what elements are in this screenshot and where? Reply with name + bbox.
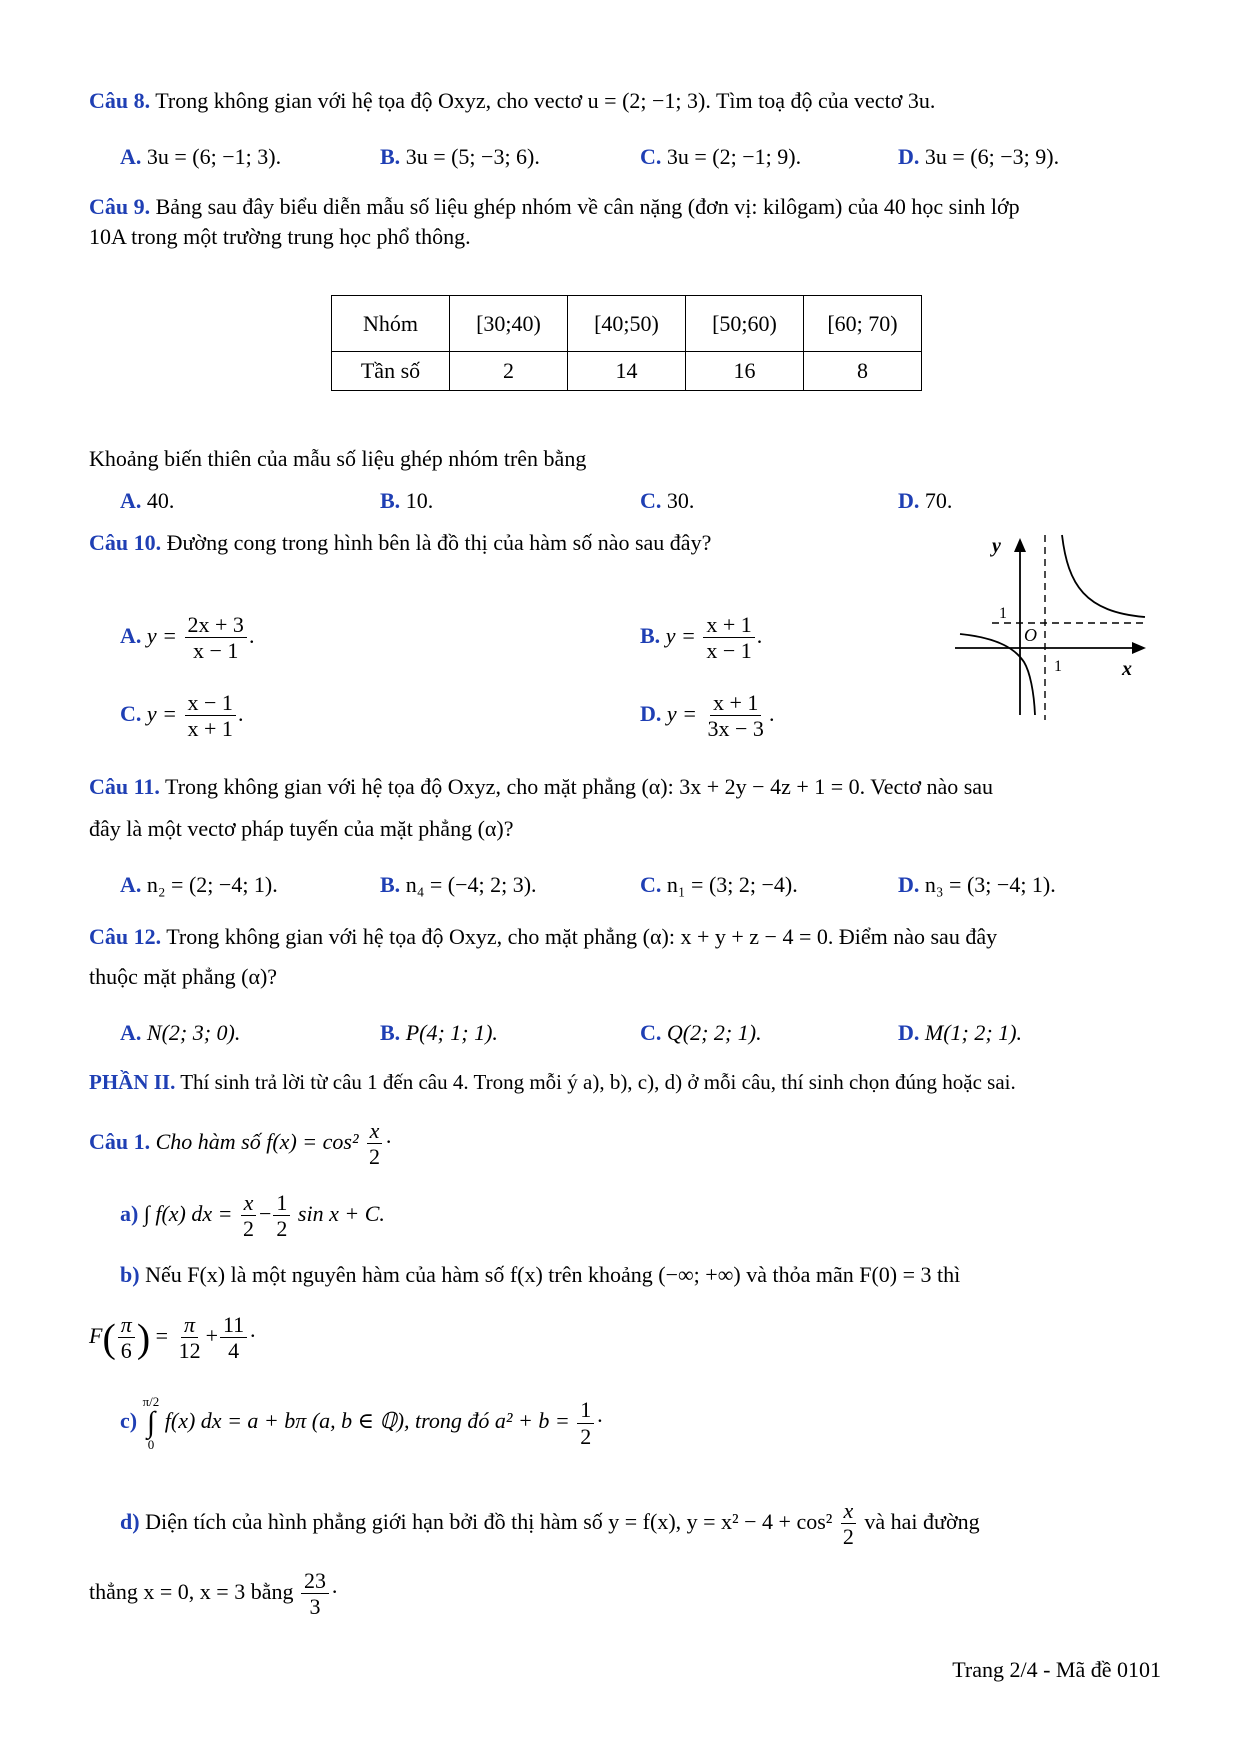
q10-option-d-fraction [705,690,767,742]
q11-stem-line2: đây là một vectơ pháp tuyến của mặt phẳng (α)? [89,816,514,841]
q8-option-b-text: 3u = (5; −3; 6). [405,144,540,169]
y-axis-arrow [1014,538,1026,552]
table-cell: [40;50) [568,296,686,352]
q10-function-graph [950,530,1150,730]
table-cell: 16 [686,352,804,391]
q9-label: Câu 9. [89,194,151,219]
q12-option-d-letter: D. [898,1020,920,1045]
table-row [332,296,922,352]
integral-with-bounds [143,1395,160,1451]
p2q1-stem-fraction [366,1118,383,1170]
numerator: x + 1 [710,690,761,716]
table-cell: [60; 70) [804,296,922,352]
q10-option-d[interactable]: D. y = $\frac{x + 1}{3x - 3}$ . [640,690,775,742]
q12-option-b[interactable] [380,1020,498,1046]
q11-label: Câu 11. [89,774,160,799]
q8-option-d-text: 3u = (6; −3; 9). [924,144,1060,169]
q10-option-a-letter: A. [120,622,142,648]
q10-label: Câu 10. [89,530,162,555]
q12-option-a-text: N(2; 3; 0). [146,1020,241,1045]
denominator: 3 [309,1594,321,1620]
integral-sign: ∫ [146,1406,156,1439]
numerator: x − 1 [185,690,236,716]
q11-stem-line1 [89,774,993,800]
q10-option-b-lhs: y = [665,622,696,648]
q10-option-d-letter: D. [640,700,662,726]
q10-stem: Đường cong trong hình bên là đồ thị của hàm số nào sau đây? [166,530,712,555]
q10-option-b[interactable]: B. y = $\frac{x + 1}{x - 1}$ . [640,612,763,664]
q11-stem-text1: Trong không gian với hệ tọa độ Oxyz, cho mặt phẳng (α): 3x + 2y − 4z + 1 = 0. Vectơ nào sau [165,774,994,799]
table-cell: Nhóm [332,296,450,352]
q12-stem-text1: Trong không gian với hệ tọa độ Oxyz, cho mặt phẳng (α): x + y + z − 4 = 0. Điểm nào sau đây [166,924,998,949]
q12-stem-line2: thuộc mặt phẳng (α)? [89,964,278,989]
q12-option-b-letter: B. [380,1020,401,1045]
denominator: x + 1 [187,716,233,742]
q10-option-a-lhs: y = [146,622,178,648]
p2q1-label: Câu 1. [89,1128,151,1154]
denominator: 2 [243,1216,254,1242]
q8-option-b-letter: B. [380,144,401,169]
q12-option-c-text: Q(2; 2; 1). [666,1020,762,1045]
curve-right-branch [1062,535,1145,617]
q10-option-a-fraction [185,612,247,664]
numerator: π [181,1312,198,1338]
q11-option-c-text: n₁ = (3; 2; −4). [666,872,798,897]
statement-b-label: b) [120,1262,140,1287]
q12-label: Câu 12. [89,924,162,949]
q9-question: Khoảng biến thiên của mẫu số liệu ghép nhóm trên bằng [89,446,587,471]
q9-option-a-letter: A. [120,488,142,513]
table-cell: 14 [568,352,686,391]
q10-stem-line [89,530,711,556]
q10-option-c-lhs: y = [146,700,178,726]
statement-b-text: Nếu F(x) là một nguyên hàm của hàm số f(x) trên khoảng (−∞; +∞) và thỏa mãn F(0) = 3 thì [145,1262,961,1287]
numerator: 23 [301,1568,329,1594]
table-row [332,352,922,391]
table-cell: 2 [450,352,568,391]
q8-stem-line [89,88,935,114]
numerator: 1 [577,1397,594,1423]
denominator: 6 [120,1338,132,1364]
part2-instructions: Thí sinh trả lời từ câu 1 đến câu 4. Trong mỗi ý a), b), c), d) ở mỗi câu, thí sinh chọn đúng hoặc sai. [180,1070,1016,1094]
page-footer: Trang 2/4 - Mã đề 0101 [952,1657,1161,1682]
q12-option-a-letter: A. [120,1020,142,1045]
statement-b-lhs: F [89,1322,103,1348]
x-axis-label: x [1122,658,1132,680]
q9-option-d[interactable] [898,488,952,514]
q11-option-d[interactable] [898,872,1056,898]
q11-option-a[interactable] [120,872,278,898]
q11-option-d-letter: D. [898,872,920,897]
statement-d-label: d) [120,1508,140,1534]
table-cell: [50;60) [686,296,804,352]
denominator: 2 [580,1423,592,1449]
part2-title: PHẦN II. [89,1070,176,1094]
curve-left-branch [960,634,1035,715]
statement-d-tail: và hai đường [864,1508,980,1534]
statement-d-text: Diện tích của hình phẳng giới hạn bởi đồ thị hàm số y = f(x), y = x² − 4 + cos² [145,1508,833,1534]
q9-option-d-text: 70. [924,488,953,513]
denominator: 2 [276,1216,288,1242]
y-tick-label: 1 [999,605,1007,622]
q11-option-b-letter: B. [380,872,401,897]
q9-stem-text1: Bảng sau đây biểu diễn mẫu số liệu ghép nhóm về cân nặng (đơn vị: kilôgam) của 40 học sinh lớp [155,194,1020,219]
numerator: 11 [220,1312,247,1338]
statement-a-label: a) [120,1200,139,1226]
q10-option-d-lhs: y = [666,700,698,726]
origin-label: O [1024,625,1037,645]
statement-c-text: f(x) dx = a + bπ (a, b ∈ ℚ), trong đó a² + b = [164,1408,570,1434]
statement-b-plus: + [205,1322,218,1348]
q8-option-c-text: 3u = (2; −1; 9). [666,144,802,169]
numerator: 1 [273,1190,290,1216]
q8-option-c[interactable] [640,144,801,170]
q10-option-b-fraction [703,612,754,664]
p2q1-statement-a[interactable] [120,1190,385,1242]
q11-option-c[interactable] [640,872,798,898]
statement-d-text2: thẳng x = 0, x = 3 bằng [89,1578,294,1604]
numerator: x [367,1118,383,1144]
statement-d-fraction [840,1498,857,1550]
upper-bound: π/2 [142,1394,160,1409]
q9-option-d-letter: D. [898,488,920,513]
numerator: 2x + 3 [185,612,247,638]
q10-option-c-letter: C. [120,700,142,726]
q8-option-b[interactable] [380,144,540,170]
statement-a-rest: sin x + C. [297,1200,385,1226]
q8-option-c-letter: C. [640,144,662,169]
denominator: 2 [369,1144,381,1170]
statement-c-fraction [577,1397,594,1449]
lower-bound: 0 [147,1437,155,1452]
denominator: x − 1 [193,638,239,664]
p2q1-statement-b-line1[interactable] [120,1262,960,1288]
q10-option-b-letter: B. [640,622,661,648]
q9-option-c-text: 30. [666,488,695,513]
y-axis-label: y [992,535,1001,557]
statement-d-answer-fraction [301,1568,329,1620]
numerator: x [841,1498,857,1524]
table-cell: 8 [804,352,922,391]
q11-option-a-text: n₂ = (2; −4; 1). [146,872,278,897]
statement-b-equals: = [155,1322,169,1348]
statement-a-fraction-2 [273,1190,290,1242]
numerator: π [118,1312,135,1338]
statement-c-label: c) [120,1408,138,1434]
statement-a-minus: − [259,1200,272,1226]
q9-option-b-letter: B. [380,488,401,513]
part2-header [89,1070,1016,1095]
numerator: x [241,1190,257,1216]
q9-stem-line1 [89,194,1020,220]
statement-b-arg-fraction [118,1312,135,1364]
q10-option-a[interactable]: A. y = $\frac{2x + 3}{x - 1}$ . [120,612,255,664]
denominator: 4 [228,1338,240,1364]
q8-option-a-letter: A. [120,144,142,169]
q8-label: Câu 8. [89,88,151,113]
q11-option-b[interactable] [380,872,537,898]
p2q1-statement-d-line1[interactable] [120,1498,980,1550]
q12-option-a[interactable] [120,1020,240,1046]
q9-option-c[interactable] [640,488,694,514]
q12-option-b-text: P(4; 1; 1). [405,1020,498,1045]
statement-b-fraction-2 [220,1312,247,1364]
q11-option-a-letter: A. [120,872,142,897]
q10-option-c[interactable]: C. y = $\frac{x - 1}{x + 1}$ . [120,690,244,742]
q8-option-a-text: 3u = (6; −1; 3). [146,144,282,169]
p2q1-stem: Cho hàm số f(x) = cos² [155,1128,359,1154]
q12-option-d[interactable] [898,1020,1022,1046]
q12-option-c[interactable] [640,1020,762,1046]
q11-option-b-text: n₄ = (−4; 2; 3). [405,872,537,897]
p2q1-stem-line: Câu 1. Cho hàm số f(x) = cos² $\frac{x}{2}$ · [89,1118,393,1170]
q8-option-a[interactable] [120,144,281,170]
table-cell: Tần số [332,352,450,391]
q9-option-c-letter: C. [640,488,662,513]
q8-stem: Trong không gian với hệ tọa độ Oxyz, cho vectơ u = (2; −1; 3). Tìm toạ độ của vectơ 3u. [155,88,936,113]
numerator: x + 1 [703,612,754,638]
q8-option-d-letter: D. [898,144,920,169]
frequency-table [331,295,922,391]
denominator: x − 1 [706,638,752,664]
q12-option-c-letter: C. [640,1020,662,1045]
q11-option-d-text: n₃ = (3; −4; 1). [924,872,1056,897]
q11-option-c-letter: C. [640,872,662,897]
q9-option-a[interactable] [120,488,174,514]
q12-stem-line1 [89,924,997,950]
x-tick-label: 1 [1054,658,1062,675]
denominator: 2 [842,1524,854,1550]
table-cell: [30;40) [450,296,568,352]
q9-option-a-text: 40. [146,488,175,513]
q8-option-d[interactable] [898,144,1059,170]
statement-b-fraction-1 [176,1312,204,1364]
q9-option-b-text: 10. [405,488,434,513]
q12-option-d-text: M(1; 2; 1). [924,1020,1023,1045]
denominator: 3x − 3 [707,716,764,742]
statement-a-lhs: ∫ f(x) dx = [143,1200,233,1226]
q10-option-c-fraction [185,690,236,742]
p2q1-statement-d-line2: thẳng x = 0, x = 3 bằng $\frac{23}{3}$ · [89,1568,339,1620]
p2q1-statement-b-line2: F( $\frac{\pi}{6}$ ) = $\frac{\pi}{12}$ + $\frac{11}{4}$ · [89,1312,257,1364]
statement-a-fraction-1 [240,1190,257,1242]
p2q1-statement-c[interactable]: c) π/2 ∫ 0 f(x) dx = a + bπ (a, b ∈ ℚ), trong đó a² + b = $\frac{1}{2}$ · [120,1394,604,1452]
denominator: 12 [178,1338,201,1364]
x-axis-arrow [1132,642,1146,654]
q9-stem-line2: 10A trong một trường trung học phổ thông. [89,224,471,249]
q9-option-b[interactable] [380,488,433,514]
